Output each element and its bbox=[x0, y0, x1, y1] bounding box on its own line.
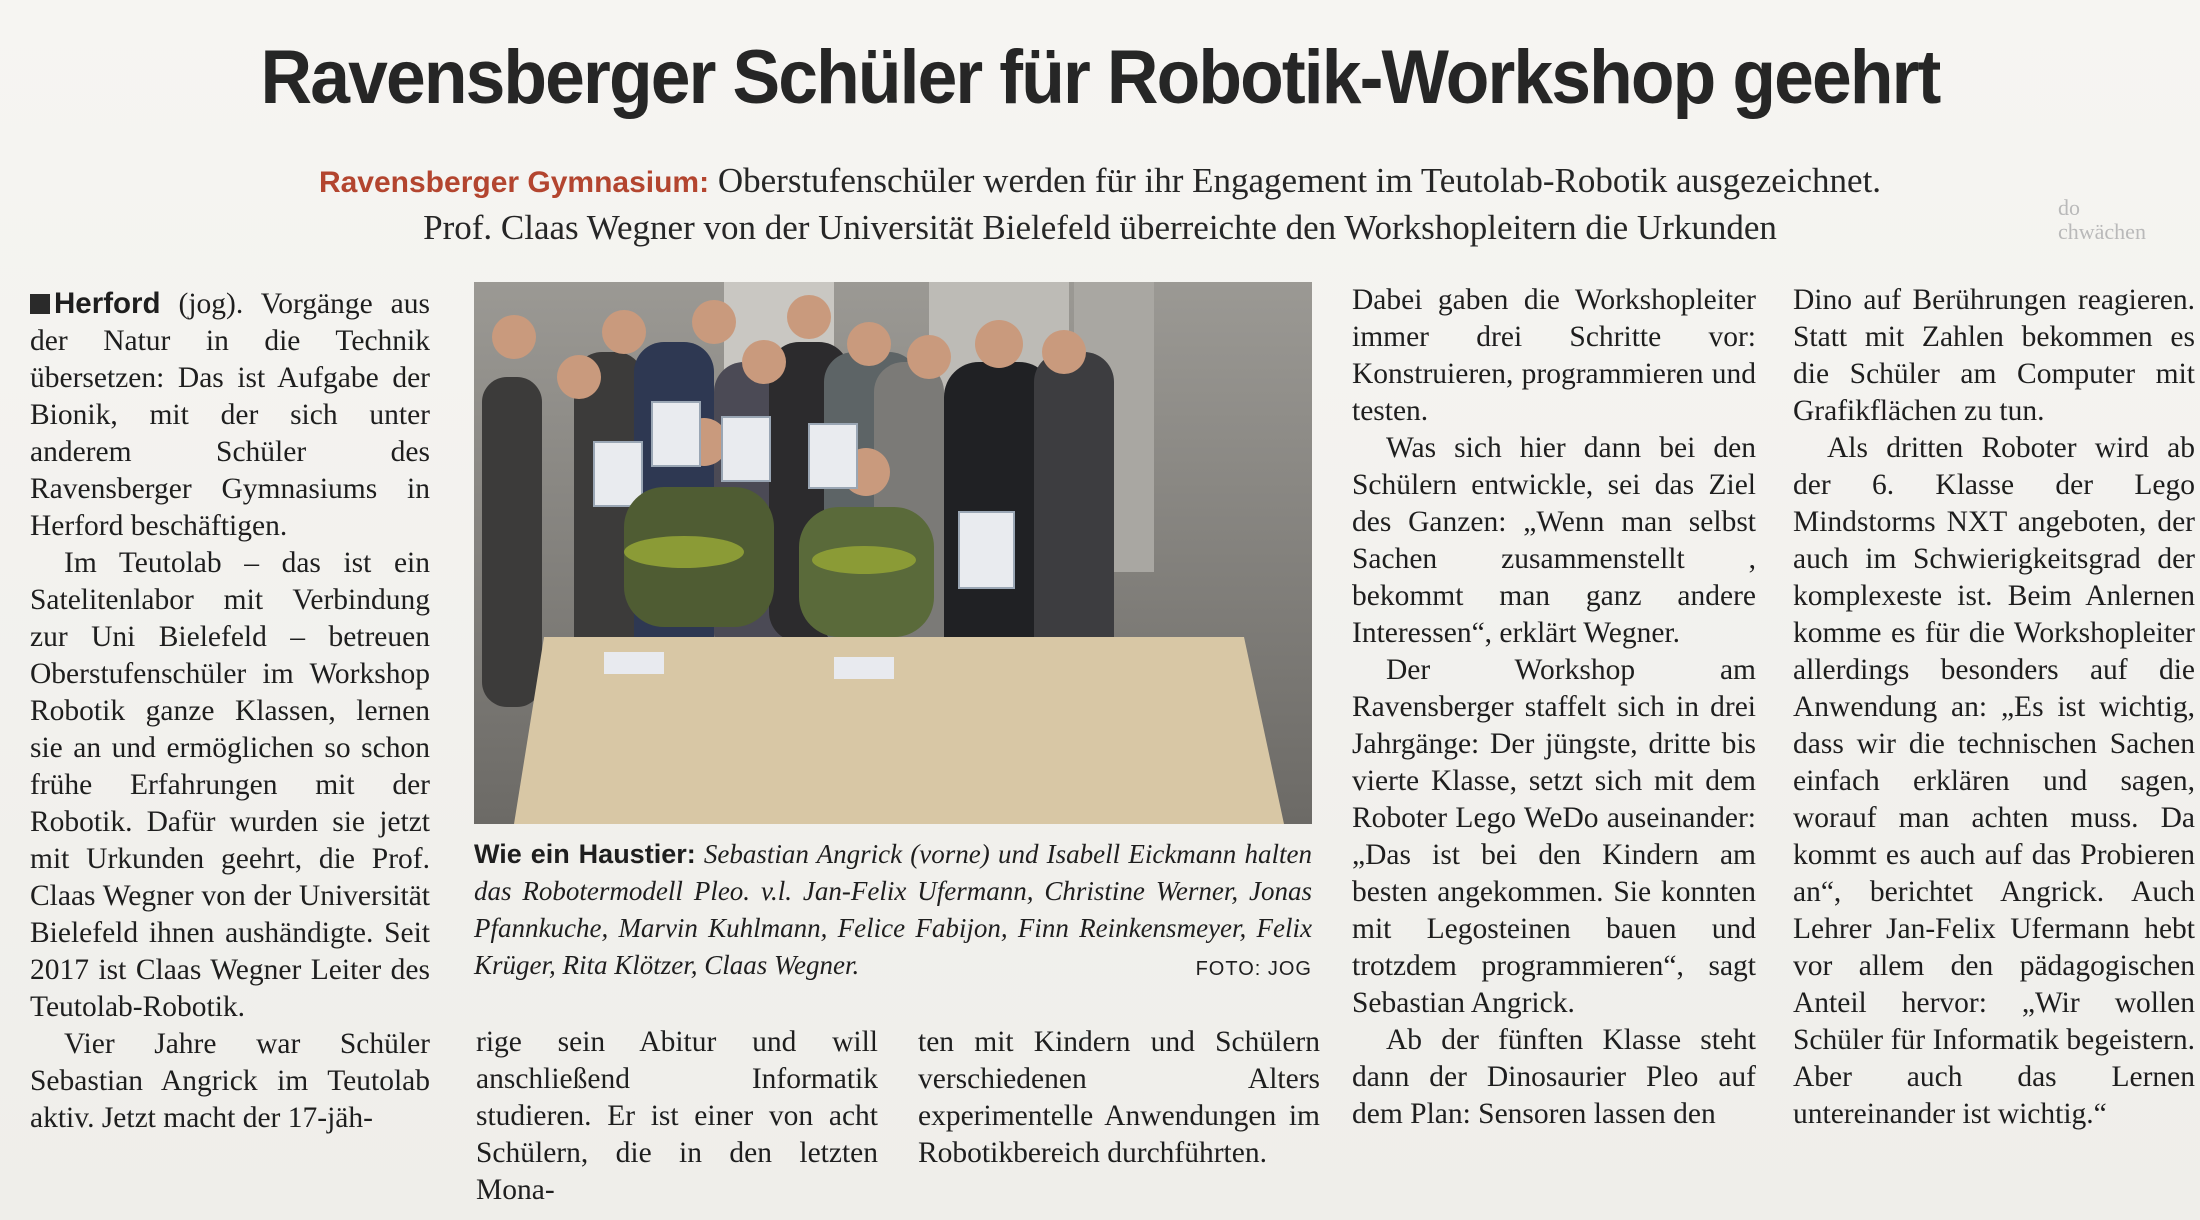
caption-text: Sebastian Angrick (vorne) und Isabell Eickmann halten das Robotermodell Pleo. v.l. Jan-Felix Ufermann, Christine Werner, Jonas Pfannkuche, Marvin Kuhlmann, Felice Fabijon, Finn Reinkensmeyer, Felix Krüger, Rita Klötzer, Claas Wegner. bbox=[474, 839, 1312, 980]
paragraph: Vier Jahre war Schüler Sebastian Angrick im Teutolab aktiv. Jetzt macht der 17-jäh- bbox=[30, 1028, 430, 1134]
paragraph: rige sein Abitur und will anschließend Informatik studieren. Er ist einer von acht Schülern, die in den letzten Mona- bbox=[476, 1026, 878, 1206]
caption-lead: Wie ein Haustier: bbox=[474, 839, 696, 869]
paragraph: Dino auf Berührungen reagieren. Statt mit Zahlen bekommen es die Schüler am Computer mit Grafikflächen zu tun. bbox=[1793, 284, 2195, 427]
kicker: Ravensberger Gymnasium: bbox=[318, 166, 710, 199]
article-column-2 bbox=[476, 1024, 878, 1209]
subheadline-text-1: Oberstufenschüler werden für ihr Engagement im Teutolab-Robotik ausgezeichnet. bbox=[717, 161, 1882, 200]
paragraph: ten mit Kindern und Schülern verschiedenen Alters experimentelle Anwendungen im Robotikbereich durchführten. bbox=[918, 1026, 1320, 1169]
headline: Ravensberger Schüler für Robotik-Workshop geehrt bbox=[260, 35, 1940, 120]
paragraph: Ab der fünften Klasse steht dann der Dinosaurier Pleo auf dem Plan: Sensoren lassen den bbox=[1352, 1024, 1756, 1130]
article-column-1 bbox=[30, 285, 430, 1137]
bleed-through-text: do chwächen bbox=[2058, 195, 2146, 244]
article-column-3 bbox=[918, 1024, 1320, 1172]
photo-caption bbox=[474, 836, 1312, 988]
group-photo bbox=[474, 282, 1312, 824]
paragraph: Als dritten Roboter wird ab der 6. Klasse der Lego Mindstorms NXT angeboten, der auch im Schwierigkeitsgrad der komplexeste ist. Beim Anlernen komme es für die Workshopleiter allerdings besonders auf die Anwendung an: „Es ist wichtig, dass wir die technischen Sachen einfach erklären und sagen, worauf man achten muss. Da kommt es auch auf das Probieren an“, berichtet Angrick. Auch Lehrer Jan-Felix Ufermann hebt vor allem den pädagogischen Anteil hervor: „Wir wollen Schüler für Informatik begeistern. Aber auch das Lernen untereinander ist wichtig.“ bbox=[1793, 432, 2195, 1130]
paragraph-text: Vorgänge aus der Natur in die Technik übersetzen: Das ist Aufgabe der Bionik, mit der sich unter anderem Schüler des Ravensberger Gymnasiums in Herford beschäftigen. bbox=[30, 288, 430, 542]
subheadline-line-1 bbox=[0, 163, 2200, 198]
group-photo-image bbox=[474, 282, 1312, 824]
paragraph: Was sich hier dann bei den Schülern entwickle, sei das Ziel des Ganzen: „Wenn man selbst Sachen zusammenstellt , bekommt man ganz andere Interessen“, erklärt Wegner. bbox=[1352, 432, 1756, 649]
article-column-4 bbox=[1352, 282, 1756, 1133]
paragraph: Im Teutolab – das ist ein Satelitenlabor mit Verbindung zur Uni Bielefeld – betreuen Oberstufenschüler im Workshop Robotik ganze Klassen, lernen sie an und ermöglichen so schon frühe Erfahrungen mit der Robotik. Dafür wurden sie jetzt mit Urkunden geehrt, die Prof. Claas Wegner von der Universität Bielefeld ihnen aushändigte. Seit 2017 ist Claas Wegner Leiter des Teutolab-Robotik. bbox=[30, 547, 430, 1023]
article-column-5 bbox=[1793, 282, 2195, 1133]
paragraph: Dabei gaben die Workshopleiter immer drei Schritte vor: Konstruieren, programmieren und testen. bbox=[1352, 284, 1756, 427]
dateline-location: Herford bbox=[54, 287, 161, 320]
subheadline-line-2: Prof. Claas Wegner von der Universität Bielefeld überreichte den Workshopleitern die Urkunden bbox=[423, 208, 1777, 247]
dateline-square-icon bbox=[30, 294, 50, 314]
author-tag: (jog). bbox=[178, 288, 244, 320]
paragraph: Der Workshop am Ravensberger staffelt sich in drei Jahrgänge: Der jüngste, dritte bis vierte Klasse, setzt sich mit dem Roboter Lego WeDo auseinander: „Das ist bei den Kindern am besten angekommen. Sie konnten mit Legosteinen bauen und trotzdem programmieren“, sagt Sebastian Angrick. bbox=[1352, 654, 1756, 1019]
paragraph bbox=[30, 285, 430, 545]
photo-credit: FOTO: JOG bbox=[1195, 958, 1312, 980]
